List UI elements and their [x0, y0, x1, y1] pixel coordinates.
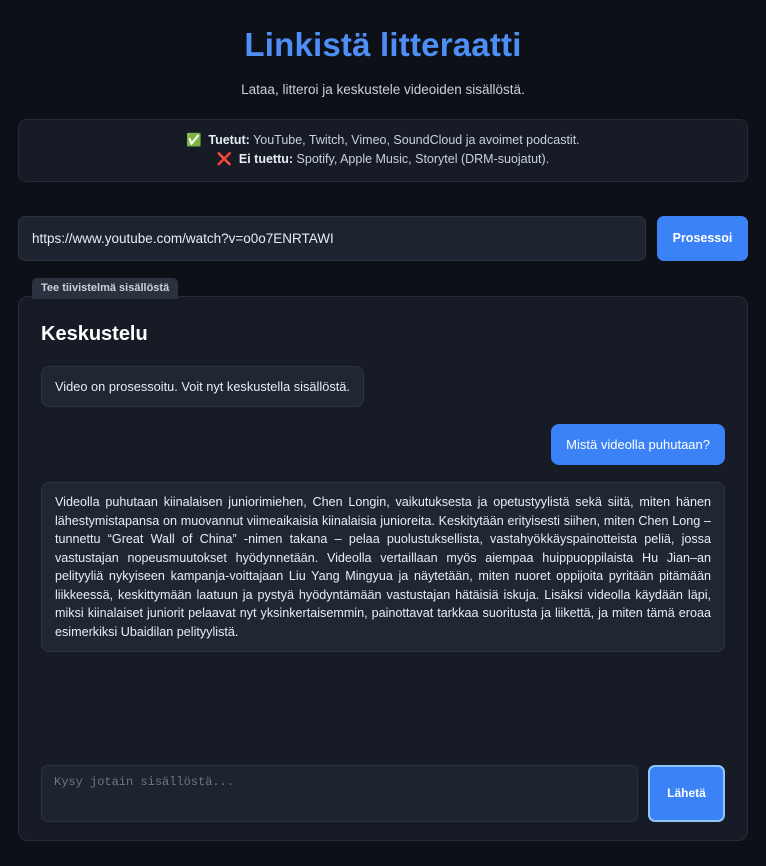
send-button[interactable]: Lähetä — [648, 765, 725, 822]
supported-value: YouTube, Twitch, Vimeo, SoundCloud ja avoimet podcastit. — [253, 133, 580, 147]
supported-label: Tuetut: — [208, 133, 250, 147]
unsupported-value: Spotify, Apple Music, Storytel (DRM-suojatut). — [296, 152, 550, 167]
supported-services-box — [18, 119, 748, 182]
chat-message-user: Mistä videolla puhutaan? — [551, 424, 725, 466]
chat-input[interactable] — [41, 765, 638, 822]
page-title: Linkistä litteraatti — [244, 26, 522, 63]
chat-message-list — [41, 366, 725, 755]
tab-strip — [18, 282, 748, 296]
white-check-mark-icon: ✅ — [186, 133, 202, 147]
chat-panel — [18, 296, 748, 841]
unsupported-label: Ei tuettu: — [238, 152, 294, 167]
url-row — [18, 216, 748, 261]
page-subtitle: Lataa, litteroi ja keskustele videoiden sisällöstä. — [241, 82, 525, 97]
chat-panel-title: Keskustelu — [41, 322, 148, 345]
unsupported-line — [33, 150, 733, 169]
process-button[interactable]: Prosessoi — [657, 216, 748, 261]
red-cross-icon: ❌ — [216, 152, 233, 167]
chat-message-system: Video on prosessoitu. Voit nyt keskustella sisällöstä. — [41, 366, 364, 407]
url-input[interactable] — [18, 216, 646, 261]
chat-composer — [41, 765, 725, 822]
tab-summarize-content[interactable]: Tee tiivistelmä sisällöstä — [32, 278, 178, 299]
chat-message-assistant: Videolla puhutaan kiinalaisen juniorimiehen, Chen Longin, vaikutuksesta ja opetustyylistä sekä siitä, miten hänen lähestymistapansa on muovannut viimeaikaisia kiinalaisia junioreita. Keskitytään erityisesti siihen, miten Chen Long – tunnettu “Great Wall of China” -nimen takana – pelaa puolustuksellista, vastahyökkäyspainotteista peliä, jossa vastustajan nopeusmuutokset hyödynnetään. Videolla vertaillaan myös aiempaa huippuoppilaista Hu Jian–an pelityyliä nykyiseen kampanja-voittajaan Liu Yang Mingyua ja näytetään, miten nuoret oppijoita pyritään pitämään liikkeessä, keskittymään laatuun ja pystyä hyödyntämään vastustajan hätäisiä iskuja. Lisäksi videolla käydään läpi, miksi kiinalaiset juniorit pelaavat nyt yksinkertaisemmin, painottavat tarkkaa suoritusta ja liikettä, ja miten tämä eroaa esimerkiksi Ubaidilan pelityylistä. — [41, 482, 725, 652]
supported-line — [33, 131, 733, 150]
